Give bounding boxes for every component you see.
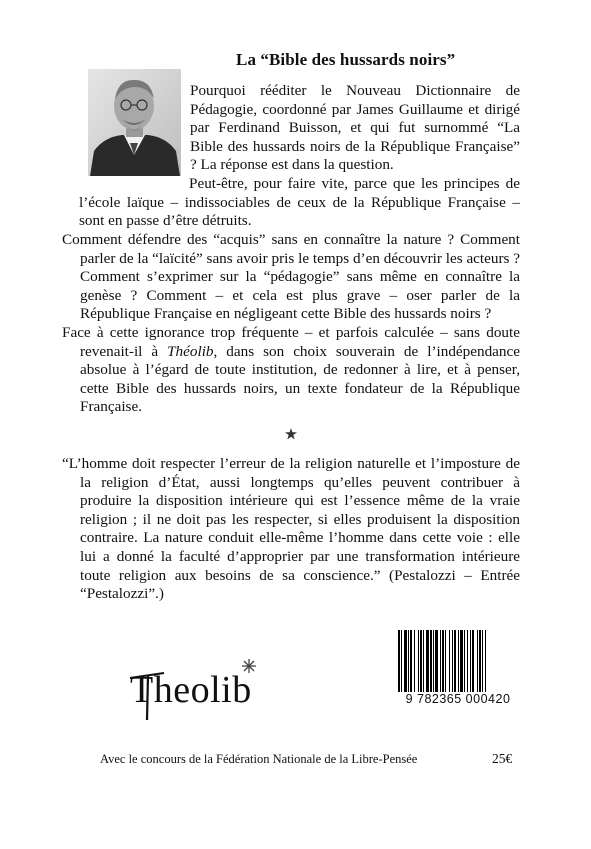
barcode-bar bbox=[426, 630, 429, 694]
asterisk-star-icon bbox=[285, 428, 297, 440]
barcode-bar bbox=[467, 630, 468, 694]
barcode-bar bbox=[420, 630, 422, 694]
barcode-bar bbox=[479, 630, 481, 694]
isbn-number: 9 782365 000420 bbox=[396, 692, 520, 706]
barcode-bar bbox=[452, 630, 453, 694]
barcode-bar bbox=[423, 630, 424, 694]
barcode-bar bbox=[433, 630, 434, 694]
barcode-bar bbox=[440, 630, 441, 694]
barcode-bar bbox=[410, 630, 412, 694]
barcode-bar bbox=[435, 630, 438, 694]
barcode-bar bbox=[449, 630, 450, 694]
barcode-bar bbox=[414, 630, 415, 694]
barcode-bar bbox=[482, 630, 483, 694]
barcode-bar bbox=[472, 630, 474, 694]
logo-text: Theolib bbox=[130, 669, 252, 711]
barcode-bar bbox=[430, 630, 432, 694]
barcode-bar bbox=[418, 630, 419, 694]
barcode-bar bbox=[445, 630, 446, 694]
publisher-text-start: Face à cette ignorance trop fréquente – et parfois calculée – sans doute revenait-il à bbox=[62, 324, 520, 360]
pestalozzi-quote: “L’homme doit respecter l’erreur de la religion naturelle et l’imposture de la religion d’État, aussi longtemps qu’elles peuvent contribuer à produire la disposition intérieure qui est l’essence même de la vraie religion ; il ne doit pas les respecter, si elles produisent la disposition contraire. La nature conduit elle-même l’homme dans cette voie : elle lui a donné la faculté d’approprier par une transformation intérieure toute religion aux besoins de sa conscience.” (Pestalozzi – Entrée “Pestalozzi”.) bbox=[62, 455, 520, 603]
barcode-bar bbox=[464, 630, 465, 694]
publisher-text-end: , dans son choix souverain de l’indépendance absolue à l’égard de toute institution, de redonner à lire, et à penser, cette Bible des hussards noirs, un texte fondateur de la République Française. bbox=[80, 342, 520, 416]
publisher-name-italic: Théolib bbox=[167, 342, 214, 360]
questions-paragraph: Comment défendre des “acquis” sans en connaître la nature ? Comment parler de la “laïcité” sans avoir pris le temps d’en découvrir les acteurs ? Comment s’exprimer sur la “pédagogie” sans même en connaître la genèse ? Comment – et cela est plus grave – oser parler de la République Française en négligeant cette Bible des hussards noirs ? bbox=[62, 231, 520, 323]
barcode-bar bbox=[477, 630, 478, 694]
barcode-bar bbox=[442, 630, 444, 694]
barcode-bar bbox=[401, 630, 402, 694]
reason-paragraph: Peut-être, pour faire vite, parce que les principes de l’école laïque – indissociables de ceux de la République Française – sont en passe d’être détruits. bbox=[79, 175, 520, 230]
page-title: La “Bible des hussards noirs” bbox=[236, 50, 456, 69]
barcode-bar bbox=[458, 630, 459, 694]
intro-paragraph: Pourquoi rééditer le Nouveau Dictionnaire de Pédagogie, coordonné par James Guillaume et dirigé par Ferdinand Buisson, et qui fut surnommé “La Bible des hussards noirs de la République Française” ? La réponse est dans la question. bbox=[190, 82, 520, 174]
barcode-bar bbox=[485, 630, 486, 694]
barcode-bar bbox=[398, 630, 400, 694]
publisher-paragraph bbox=[62, 324, 520, 417]
barcode-bar bbox=[454, 630, 456, 694]
portrait-photo-icon bbox=[88, 69, 181, 176]
barcode-bar bbox=[460, 630, 463, 694]
price-label: 25€ bbox=[492, 751, 513, 766]
footer-credit: Avec le concours de la Fédération Nationale de la Libre-Pensée bbox=[100, 752, 418, 766]
barcode-bar bbox=[470, 630, 471, 694]
barcode-bar bbox=[408, 630, 409, 694]
barcode-bar bbox=[404, 630, 407, 694]
